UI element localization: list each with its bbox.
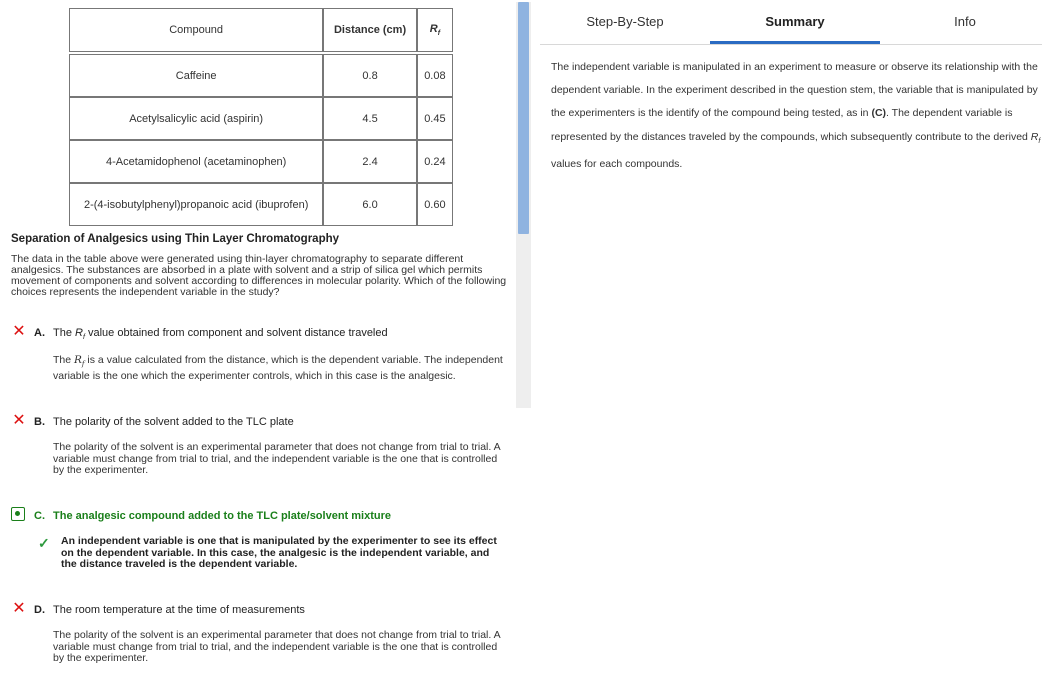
table-header-compound: Compound (69, 8, 323, 52)
choice-c-explanation: An independent variable is one that is manipulated by the experimenter to see its effect on the dependent variable. In this case, the analgesic is the independent variable, and the distance traveled is the dependent variable. (61, 535, 497, 570)
scrollbar-thumb[interactable] (518, 2, 529, 234)
table-cell: 0.8 (323, 54, 416, 97)
table-header-rf: $R_f$ (417, 8, 453, 52)
choice-b-explanation: The polarity of the solvent is an experimental parameter that does not change from trial to trial. A variable must change from trial to trial, and the independent variable is the one that is controlled by the experimenter. (53, 441, 501, 476)
table-header-row (69, 8, 453, 52)
data-table (69, 8, 453, 226)
choice-letter: A. (34, 327, 45, 339)
tab-info[interactable]: Info (954, 14, 976, 29)
table-cell: 0.08 (417, 54, 453, 97)
table-cell: Acetylsalicylic acid (aspirin) (69, 97, 323, 140)
table-cell: 0.45 (417, 97, 453, 140)
table-cell: 4.5 (323, 97, 416, 140)
question-panel (0, 0, 516, 678)
scrollbar[interactable] (516, 2, 531, 408)
incorrect-x-icon: ✕ (12, 323, 26, 340)
table-row (69, 97, 453, 140)
choice-letter: D. (34, 604, 45, 616)
choice-text: The analgesic compound added to the TLC plate/solvent mixture (53, 510, 391, 522)
table-row (69, 140, 453, 183)
table-cell: 2-(4-isobutylphenyl)propanoic acid (ibuprofen) (69, 183, 323, 226)
check-icon: ✓ (38, 535, 50, 551)
active-tab-indicator (710, 41, 880, 44)
solution-panel (540, 0, 1045, 678)
choice-text: The $R_f$ value obtained from component and solvent distance traveled (53, 327, 388, 342)
choice-letter: B. (34, 416, 45, 428)
choice-a-explanation: The $R_f$ is a value calculated from the distance, which is the dependent variable. The independent variable is the one which the experimenter controls, which in this case is the analgesic. (53, 354, 503, 382)
tab-summary[interactable]: Summary (765, 14, 825, 29)
choice-d-explanation: The polarity of the solvent is an experimental parameter that does not change from trial to trial. A variable must change from trial to trial, and the independent variable is the one that is controlled by the experimenter. (53, 629, 501, 664)
tab-bar (540, 0, 1042, 45)
table-cell: 4-Acetamidophenol (acetaminophen) (69, 140, 323, 183)
selected-radio-icon[interactable] (11, 507, 25, 521)
question-stem: The data in the table above were generated using thin-layer chromatography to separate different analgesics. The substances are absorbed in a plate with solvent and a strip of silica gel which permits movement of components and solvent according to differences in molecular polarity. Which of the following choices represents the independent variable in the study? (11, 253, 507, 298)
question-title: Separation of Analgesics using Thin Layer Chromatography (11, 233, 340, 245)
table-row (69, 183, 453, 226)
tab-step-by-step[interactable]: Step-By-Step (586, 14, 664, 29)
table-row (69, 54, 453, 97)
incorrect-x-icon: ✕ (12, 600, 26, 617)
table-cell: 0.24 (417, 140, 453, 183)
choice-text: The room temperature at the time of measurements (53, 604, 305, 616)
table-cell: 6.0 (323, 183, 416, 226)
incorrect-x-icon: ✕ (12, 412, 26, 429)
table-header-distance: Distance (cm) (323, 8, 416, 52)
table-cell: Caffeine (69, 54, 323, 97)
choice-letter: C. (34, 510, 45, 522)
choice-text: The polarity of the solvent added to the TLC plate (53, 416, 294, 428)
table-cell: 2.4 (323, 140, 416, 183)
summary-text: The independent variable is manipulated in an experiment to measure or observe its relationship with the dependent variable. In the experiment described in the question stem, the variable that is manipulated by the experimenters is the identify of the compound being tested, as in (C). The dependent variable is represented by the distances traveled by the compounds, which subsequently contribute to the derived $R_f$ values for each compounds. (551, 61, 1041, 170)
table-cell: 0.60 (417, 183, 453, 226)
